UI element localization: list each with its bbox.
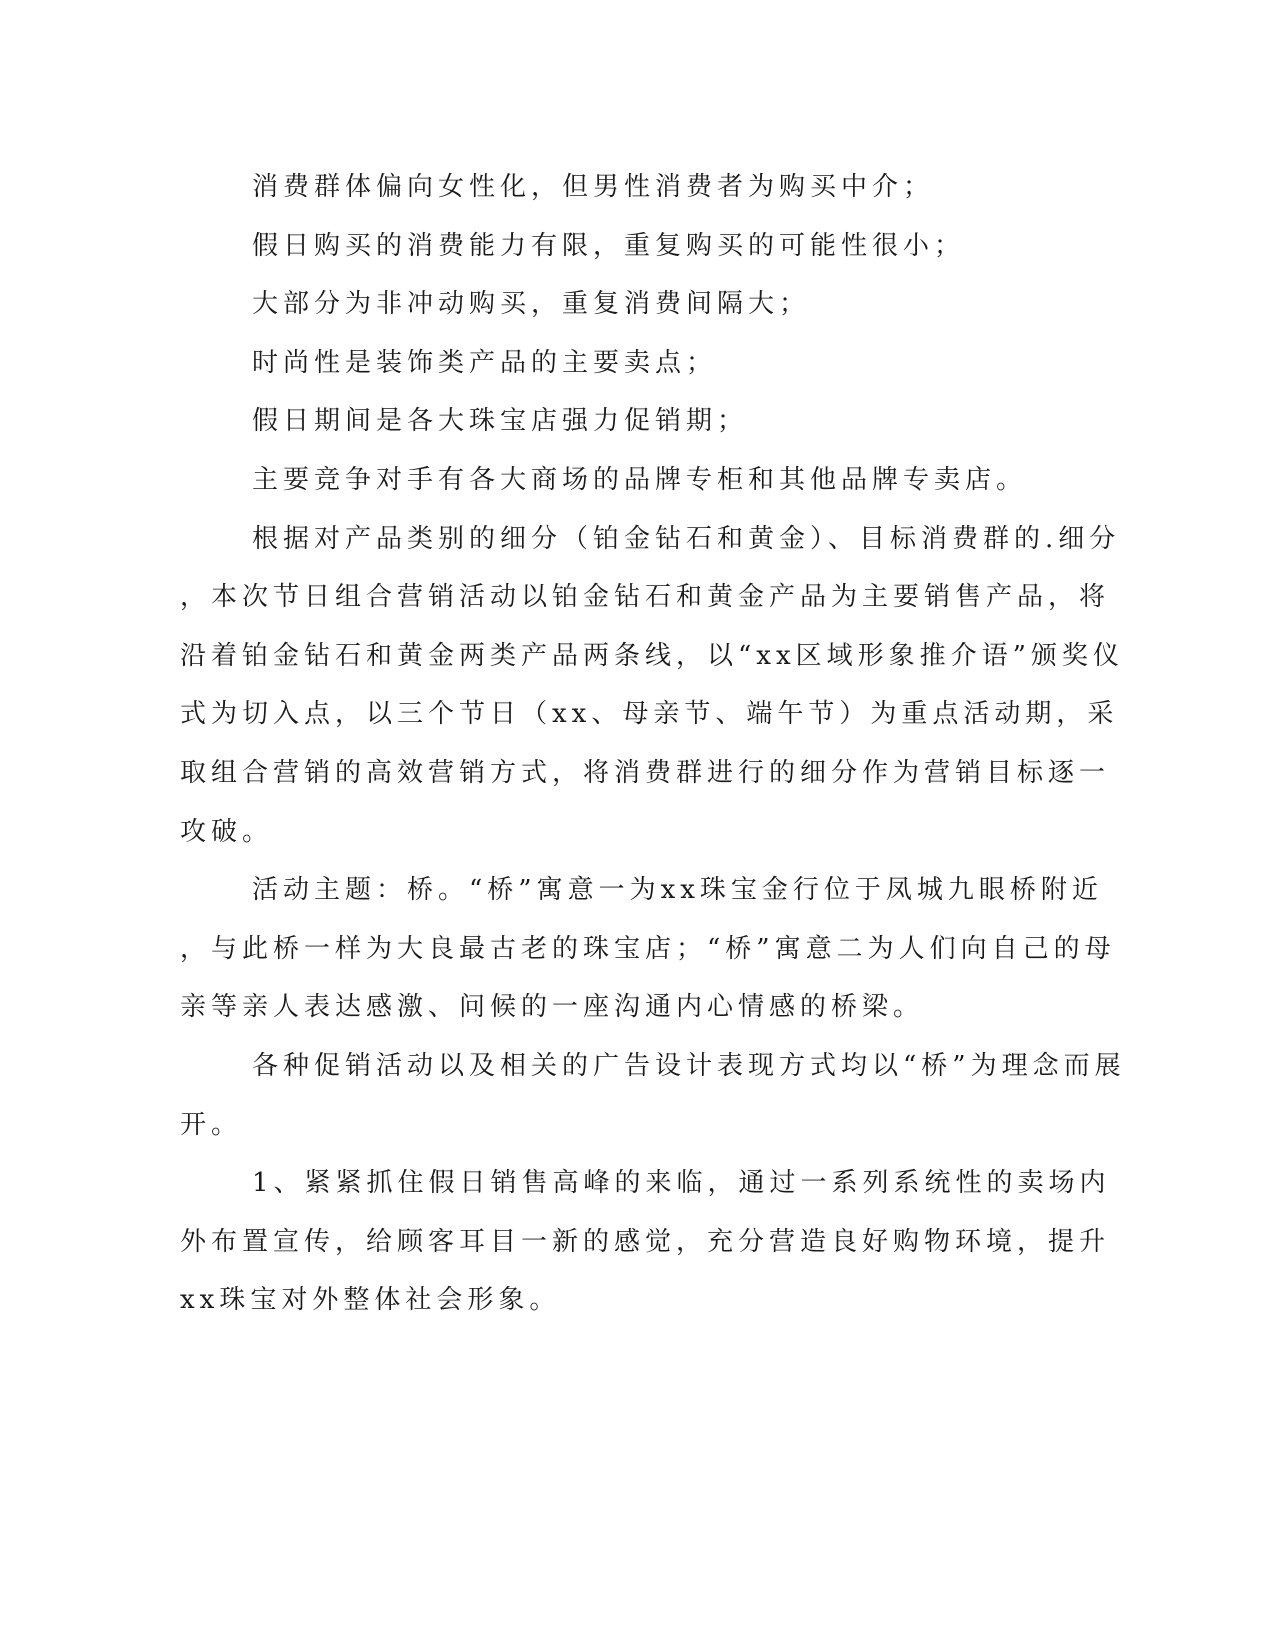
text-line: 攻破。 — [180, 816, 274, 847]
text-line: 开。 — [180, 1109, 243, 1140]
text-line: 式为切入点，以三个节日（xx、母亲节、端午节）为重点活动期，采 — [180, 699, 1119, 730]
text-line: 消费群体偏向女性化，但男性消费者为购买中介； — [252, 172, 935, 202]
text-line: 取组合营销的高效营销方式，将消费群进行的细分作为营销目标逐一 — [180, 757, 1111, 788]
text-line: xx珠宝对外整体社会形象。 — [180, 1285, 561, 1316]
text-line: 亲等亲人表达感激、问候的一座沟通内心情感的桥梁。 — [180, 992, 925, 1023]
text-line: 假日期间是各大珠宝店强力促销期； — [252, 406, 749, 437]
text-line: 外布置宣传，给顾客耳目一新的感觉，充分营造良好购物环境，提升 — [180, 1226, 1111, 1257]
text-line: 沿着铂金钻石和黄金两类产品两条线，以“xx区域形象推介语”颁奖仪 — [180, 640, 1124, 671]
document-body — [180, 158, 1126, 1330]
text-line: 根据对产品类别的细分（铂金钻石和黄金）、目标消费群的.细分 — [252, 523, 1121, 554]
text-line: 时尚性是装饰类产品的主要卖点； — [252, 347, 718, 378]
text-line: 主要竞争对手有各大商场的品牌专柜和其他品牌专卖店。 — [252, 464, 1028, 495]
text-line: 活动主题：桥。“桥”寓意一为xx珠宝金行位于凤城九眼桥附近 — [252, 875, 1103, 906]
text-line: 1、紧紧抓住假日销售高峰的来临，通过一系列系统性的卖场内 — [252, 1168, 1111, 1199]
text-line: ，本次节日组合营销活动以铂金钻石和黄金产品为主要销售产品，将 — [180, 582, 1111, 613]
text-line: ，与此桥一样为大良最古老的珠宝店；“桥”寓意二为人们向自己的母 — [180, 933, 1116, 964]
text-line: 假日购买的消费能力有限，重复购买的可能性很小； — [252, 230, 966, 261]
text-line: 各种促销活动以及相关的广告设计表现方式均以“桥”为理念而展 — [252, 1050, 1126, 1081]
text-line: 大部分为非冲动购买，重复消费间隔大； — [252, 289, 811, 320]
